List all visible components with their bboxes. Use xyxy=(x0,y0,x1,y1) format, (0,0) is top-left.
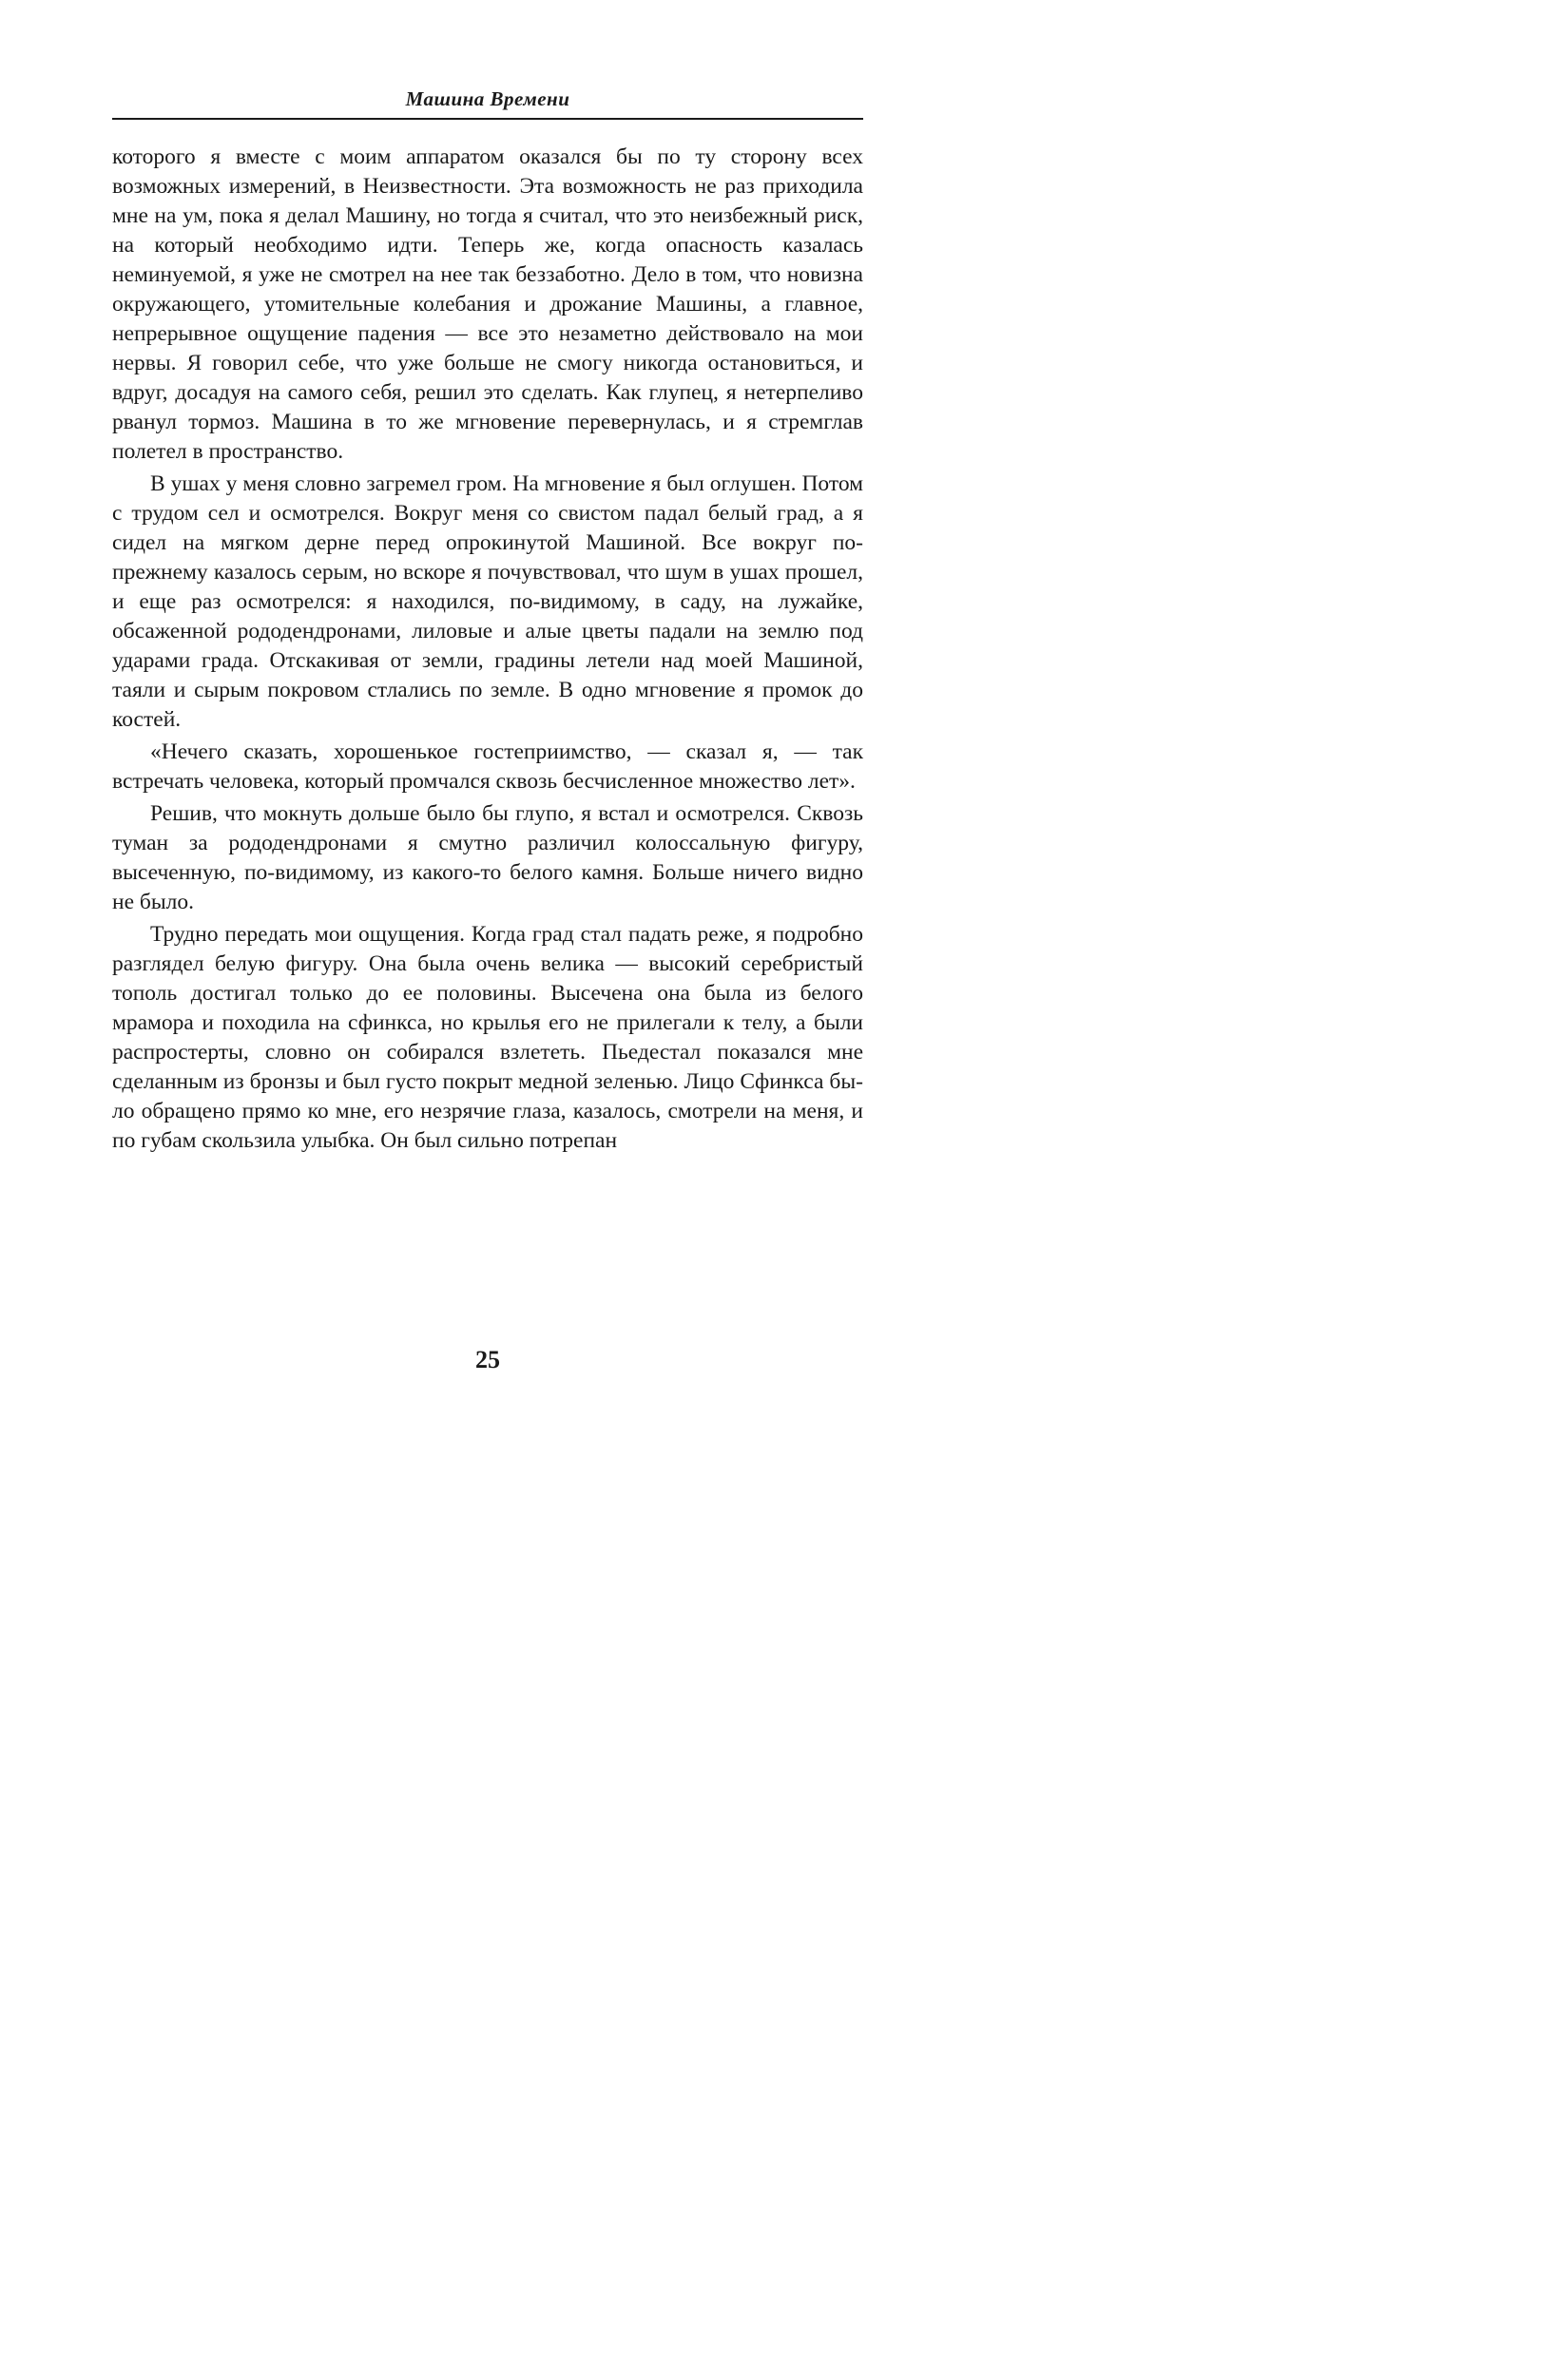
paragraph-continued: которого я вместе с моим аппаратом оказался бы по ту сторону всех возможных измерений, в Неизвестности. Эта возможность не раз приходила мне на ум, пока я делал Машину, но тогда я считал, что это неизбежный риск, на который необходимо идти. Теперь же, когда опасность казалась неминуемой, я уже не смотрел на нее так беззаботно. Дело в том, что новизна окружающего, утомительные колебания и дрожание Машины, а главное, непрерывное ощущение падения — все это незаметно действовало на мои нервы. Я говорил себе, что уже больше не смогу никогда остановиться, и вдруг, досадуя на самого себя, решил это сделать. Как глупец, я нетерпеливо рванул тормоз. Машина в то же мгновение перевернулась, и я стремглав полетел в пространство. xyxy=(112,144,863,464)
paragraph: В ушах у меня словно загремел гром. На мгновение я был оглушен. Потом с трудом сел и осмотрелся. Вокруг меня со свистом падал белый град, а я сидел на мягком дерне перед опрокинутой Машиной. Все вокруг по-прежнему казалось серым, но вскоре я почувствовал, что шум в ушах прошел, и еще раз осмотрелся: я находился, по-видимому, в саду, на лужайке, обсаженной рододендронами, лиловые и алые цветы падали на землю под ударами града. Отскакивая от земли, градины летели над моей Машиной, таяли и сырым покровом стлались по земле. В одно мгновение я промок до костей. xyxy=(112,471,863,732)
book-page xyxy=(112,0,863,1481)
page-number: 25 xyxy=(475,1346,500,1373)
body-text xyxy=(112,143,863,1159)
header-rule xyxy=(112,118,863,120)
paragraph: Трудно передать мои ощущения. Когда град стал падать реже, я подробно разглядел белую фигуру. Она была очень велика — высокий серебристый тополь достигал только до ее половины. Высечена она была из белого мрамора и походила на сфинкса, но крылья его не прилегали к телу, а были распростерты, словно он собирался взлететь. Пьедестал показался мне сделанным из бронзы и был густо покрыт медной зеленью. Лицо Сфинкса было обращено прямо ко мне, его незрячие глаза, казалось, смотрели на меня, и по губам скользила улыбка. Он был сильно потрепан xyxy=(112,922,863,1153)
paragraph: Решив, что мокнуть дольше было бы глупо, я встал и осмотрелся. Сквозь туман за рододендронами я смутно различил колоссальную фигуру, высеченную, по-видимому, из какого-то белого камня. Больше ничего видно не было. xyxy=(112,801,863,914)
paragraph: «Нечего сказать, хорошенькое гостеприимство, — сказал я, — так встречать человека, который промчался сквозь бесчисленное множество лет». xyxy=(112,739,863,794)
running-header: Машина Времени xyxy=(405,87,570,110)
